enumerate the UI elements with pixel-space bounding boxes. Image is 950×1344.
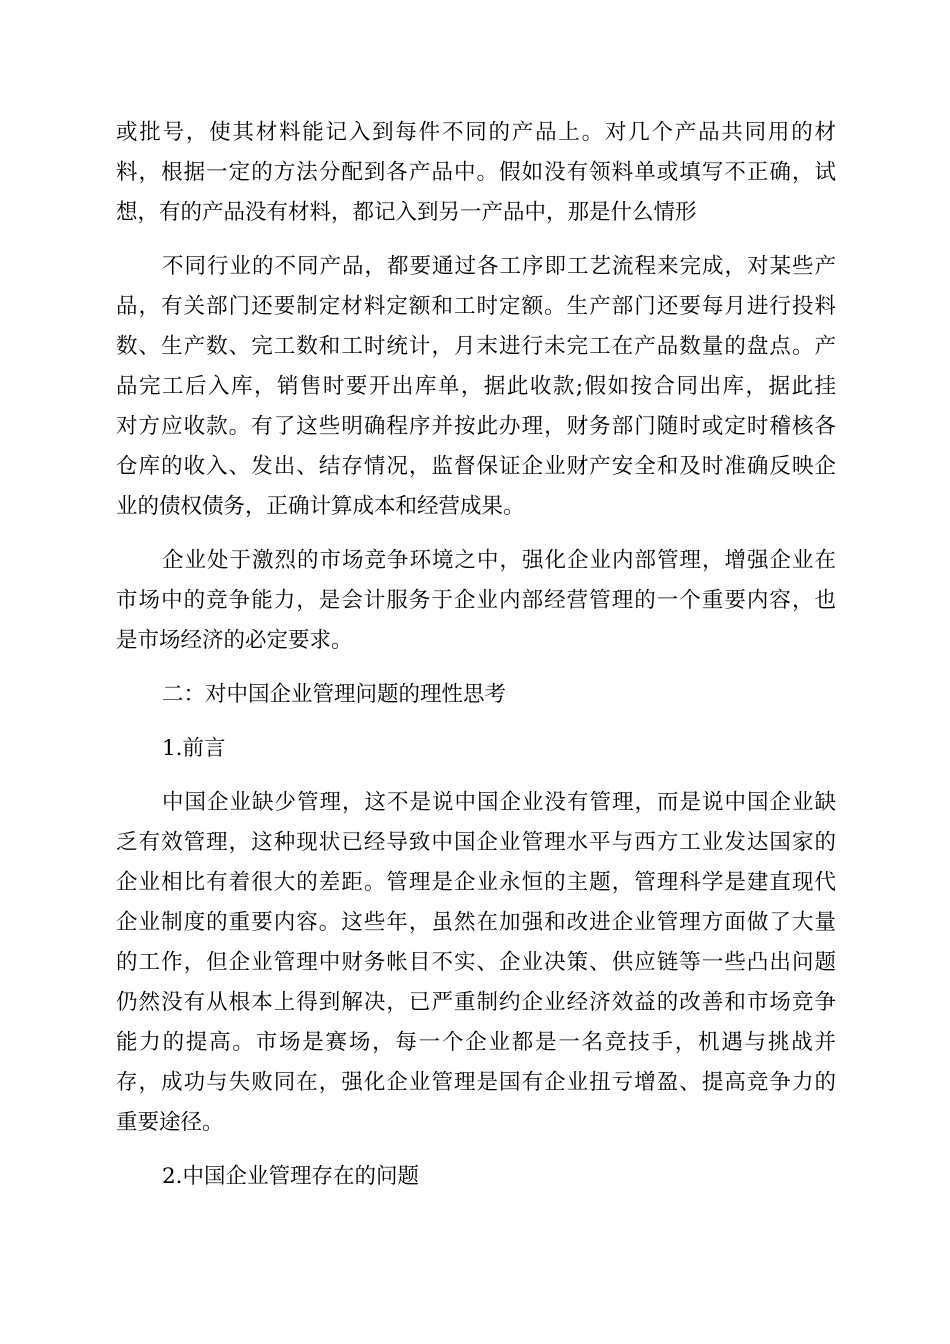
- text-line: 乏有效管理，这种现状已经导致中国企业管理水平与西方工业发达国家的: [116, 830, 836, 855]
- subheading-preface-text: 1.前言: [162, 736, 226, 761]
- text-line: 仍然没有从根本上得到解决，已严重制约企业经济效益的改善和市场竞争: [116, 990, 836, 1015]
- text-line: 数、生产数、完工数和工时统计，月末进行未完工在产品数量的盘点。产: [116, 334, 836, 359]
- text-line: 仓库的收入、发出、结存情况，监督保证企业财产安全和及时准确反映企: [116, 454, 836, 479]
- subheading-problems: [116, 1157, 836, 1197]
- subheading-problems-text: 2.中国企业管理存在的问题: [162, 1164, 420, 1189]
- subheading-preface: [116, 729, 836, 769]
- text-line: 料，根据一定的方法分配到各产品中。假如没有领料单或填写不正确，试: [116, 160, 836, 185]
- paragraph-market-competition: [116, 541, 836, 661]
- text-line: 存，成功与失败同在，强化企业管理是国有企业扭亏增盈、提高竞争力的: [116, 1070, 836, 1095]
- text-line: 品，有关部门还要制定材料定额和工时定额。生产部门还要每月进行投料: [116, 294, 836, 319]
- text-line: 对方应收款。有了这些明确程序并按此办理，财务部门随时或定时稽核各: [116, 414, 836, 439]
- paragraph-intro: [116, 783, 836, 1143]
- text-line: 市场中的竞争能力，是会计服务于企业内部经营管理的一个重要内容，也: [116, 588, 836, 613]
- text-line: 能力的提高。市场是赛场，每一个企业都是一名竞技手，机遇与挑战并: [116, 1030, 836, 1055]
- text-line: 企业处于激烈的市场竞争环境之中，强化企业内部管理，增强企业在: [162, 548, 836, 573]
- text-line: 品完工后入库，销售时要开出库单，据此收款;假如按合同出库，据此挂: [116, 374, 836, 399]
- text-line: 想，有的产品没有材料，都记入到另一产品中，那是什么情形: [116, 200, 697, 225]
- text-line: 不同行业的不同产品，都要通过各工序即工艺流程来完成，对某些产: [162, 254, 836, 279]
- section-heading-text: 二：对中国企业管理问题的理性思考: [162, 682, 507, 707]
- section-heading: [116, 675, 836, 715]
- paragraph-production-process: [116, 247, 836, 527]
- text-line: 的工作，但企业管理中财务帐目不实、企业决策、供应链等一些凸出问题: [116, 950, 836, 975]
- text-line: 是市场经济的必定要求。: [116, 628, 353, 653]
- paragraph-material-allocation: [116, 113, 836, 233]
- text-line: 中国企业缺少管理，这不是说中国企业没有管理，而是说中国企业缺: [162, 790, 836, 815]
- text-line: 或批号，使其材料能记入到每件不同的产品上。对几个产品共同用的材: [116, 120, 836, 145]
- text-line: 重要途径。: [116, 1110, 224, 1135]
- text-line: 企业相比有着很大的差距。管理是企业永恒的主题，管理科学是建直现代: [116, 870, 836, 895]
- text-line: 企业制度的重要内容。这些年，虽然在加强和改进企业管理方面做了大量: [116, 910, 836, 935]
- text-line: 业的债权债务，正确计算成本和经营成果。: [116, 494, 525, 519]
- document-body: [116, 113, 836, 1211]
